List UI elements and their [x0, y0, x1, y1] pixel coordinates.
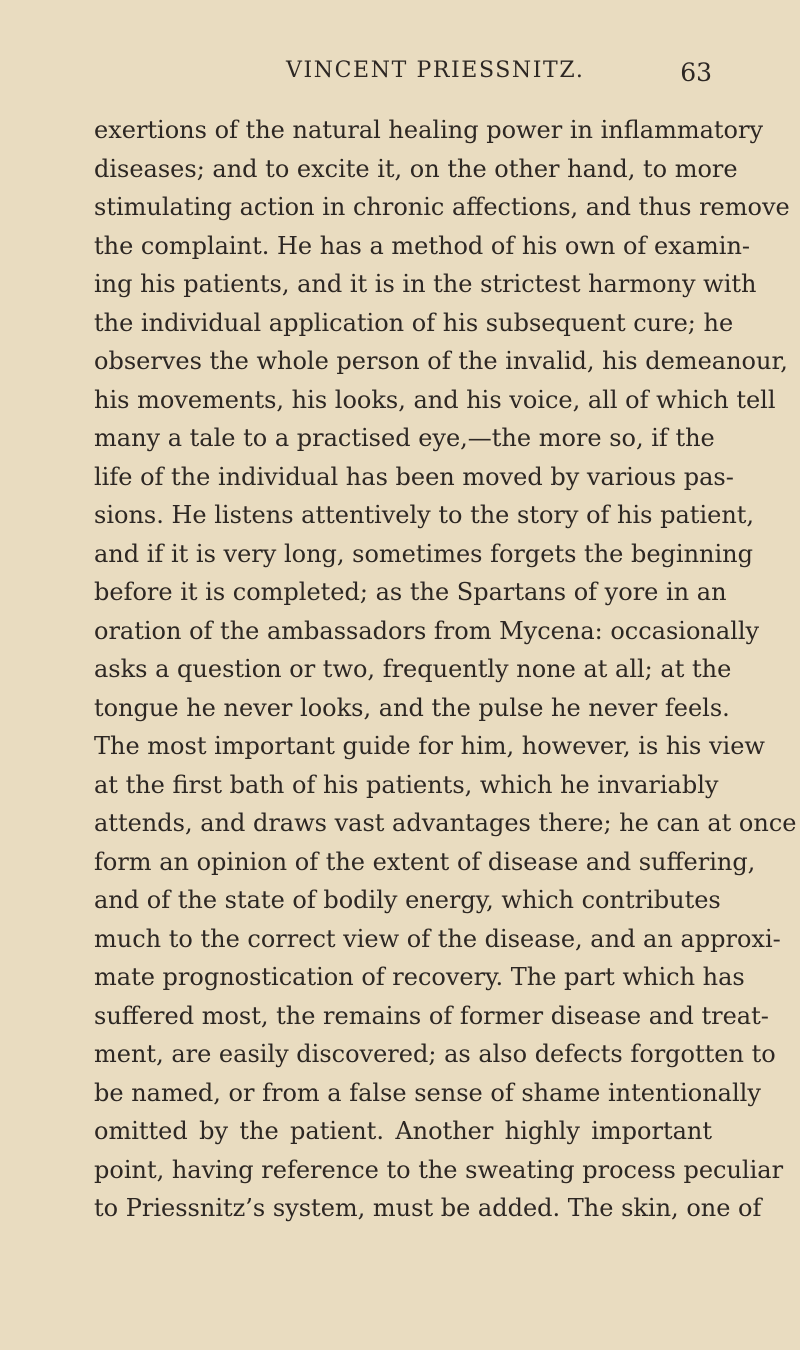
text-line: many a tale to a practised eye,—the more so, if the	[94, 424, 715, 452]
text-line: omitted by the patient. Another highly important	[94, 1117, 712, 1145]
text-line: to Priessnitz’s system, must be added. The skin, one of	[94, 1194, 762, 1222]
text-line: tongue he never looks, and the pulse he never feels.	[94, 693, 730, 722]
text-line: asks a question or two, frequently none at all; at the	[94, 655, 732, 683]
text-line: at the first bath of his patients, which he invariably	[94, 770, 719, 799]
text-line: and of the state of bodily energy, which contributes	[94, 886, 721, 914]
text-line: observes the whole person of the invalid, his demeanour,	[94, 347, 788, 375]
page-number: 63	[680, 58, 712, 87]
text-line: exertions of the natural healing power in inflammatory	[94, 116, 764, 144]
text-line: his movements, his looks, and his voice, all of which tell	[94, 385, 776, 414]
text-line: ing his patients, and it is in the strictest harmony with	[94, 270, 757, 298]
page-header	[136, 58, 712, 92]
text-line: sions. He listens attentively to the story of his patient,	[94, 501, 755, 529]
text-line: the individual application of his subsequent cure; he	[94, 308, 734, 337]
text-line: mate prognostication of recovery. The part which has	[94, 963, 745, 991]
text-line: before it is completed; as the Spartans of yore in an	[94, 578, 727, 606]
text-line: be named, or from a false sense of shame intentionally	[94, 1078, 761, 1107]
text-line: and if it is very long, sometimes forgets the beginning	[94, 539, 754, 568]
text-line: attends, and draws vast advantages there; he can at once	[94, 809, 797, 837]
text-line: oration of the ambassadors from Mycena: occasionally	[94, 616, 760, 645]
text-line: the complaint. He has a method of his own of examin-	[94, 231, 751, 260]
text-line: suffered most, the remains of former disease and treat-	[94, 1001, 769, 1030]
text-line: stimulating action in chronic affections, and thus remove	[94, 193, 790, 221]
body-text	[94, 111, 797, 1228]
text-line: form an opinion of the extent of disease and suffering,	[94, 847, 756, 876]
text-line: point, having reference to the sweating process peculiar	[94, 1155, 784, 1184]
text-line: The most important guide for him, however, is his view	[94, 732, 765, 760]
text-line: life of the individual has been moved by various pas-	[94, 462, 734, 491]
running-title: VINCENT PRIESSNITZ.	[286, 58, 585, 83]
text-line: diseases; and to excite it, on the other hand, to more	[94, 154, 738, 183]
text-line: much to the correct view of the disease, and an approxi-	[94, 924, 781, 953]
text-line: ment, are easily discovered; as also defects forgotten to	[94, 1040, 776, 1068]
